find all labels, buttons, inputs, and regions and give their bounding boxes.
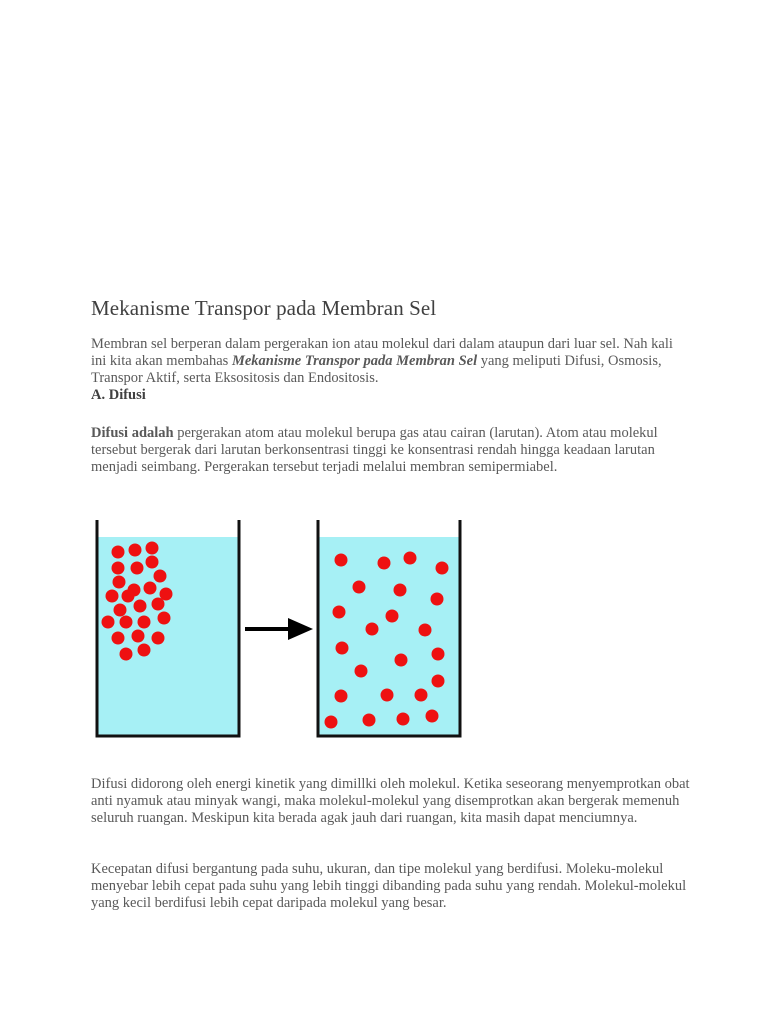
left-particle	[132, 630, 145, 643]
diffusion-diagram	[80, 510, 480, 745]
left-particle	[138, 616, 151, 629]
intro-paragraph	[91, 336, 691, 404]
left-particle	[112, 546, 125, 559]
left-particle	[158, 612, 171, 625]
right-particle	[363, 714, 376, 727]
left-particle	[112, 562, 125, 575]
right-particle	[395, 654, 408, 667]
left-particle	[152, 598, 165, 611]
definition-paragraph	[91, 425, 691, 476]
right-particle	[333, 606, 346, 619]
right-particle	[353, 581, 366, 594]
right-particle	[335, 554, 348, 567]
right-particle	[366, 623, 379, 636]
energy-paragraph: Difusi didorong oleh energi kinetik yang dimillki oleh molekul. Ketika seseorang menyemprotkan obat anti nyamuk atau minyak wangi, maka molekul-molekul yang disemprotkan akan bergerak memenuh seluruh ruangan. Meskipun kita berada agak jauh dari ruangan, kita masih dapat menciumnya.	[91, 776, 690, 826]
left-particle	[129, 544, 142, 557]
right-particle	[381, 689, 394, 702]
right-particle	[335, 690, 348, 703]
right-particle	[415, 689, 428, 702]
intro-text-2: yang meliputi Difusi, Osmosis, Transpor Aktif, serta Eksositosis dan Endositosis.	[91, 353, 662, 386]
right-particle	[386, 610, 399, 623]
right-particle	[426, 710, 439, 723]
definition-term: Difusi adalah	[91, 425, 174, 441]
right-particle	[397, 713, 410, 726]
left-particle	[113, 576, 126, 589]
left-particle	[138, 644, 151, 657]
left-particle	[106, 590, 119, 603]
intro-text-1: Membran sel berperan dalam pergerakan ion atau molekul dari dalam ataupun dari luar sel. Nah kali ini kita akan membahas	[91, 336, 673, 369]
left-particle	[114, 604, 127, 617]
left-particle	[134, 600, 147, 613]
left-particle	[154, 570, 167, 583]
right-particle	[432, 675, 445, 688]
right-particle	[325, 716, 338, 729]
definition-text: pergerakan atom atau molekul berupa gas atau cairan (larutan). Atom atau molekul tersebut bergerak dari larutan berkonsentrasi tinggi ke konsentrasi rendah hingga keadaan larutan menjadi seimbang. Pergerakan tersebut terjadi melalui membran semipermiabel.	[91, 425, 658, 475]
intro-emphasis: Mekanisme Transpor pada Membran Sel	[231, 353, 478, 369]
left-particle	[112, 632, 125, 645]
speed-paragraph: Kecepatan difusi bergantung pada suhu, ukuran, dan tipe molekul yang berdifusi. Moleku-molekul menyebar lebih cepat pada suhu yang lebih tinggi dibanding pada suhu yang rendah. Molekul-molekul yang kecil berdifusi lebih cepat daripada molekul yang besar.	[91, 861, 687, 911]
right-particle	[404, 552, 417, 565]
section-heading-difusi: A. Difusi	[91, 387, 146, 403]
left-particle	[120, 616, 133, 629]
left-particle	[146, 556, 159, 569]
left-particle	[122, 590, 135, 603]
left-particle	[120, 648, 133, 661]
right-particle	[378, 557, 391, 570]
left-particle	[146, 542, 159, 555]
left-particle	[152, 632, 165, 645]
left-particle	[131, 562, 144, 575]
right-particle	[336, 642, 349, 655]
left-particle	[144, 582, 157, 595]
right-particle	[355, 665, 368, 678]
page-title: Mekanisme Transpor pada Membran Sel	[91, 296, 437, 320]
right-particle	[394, 584, 407, 597]
right-particle	[419, 624, 432, 637]
left-particle	[102, 616, 115, 629]
arrow-icon	[245, 618, 313, 640]
right-particle	[436, 562, 449, 575]
right-particle	[432, 648, 445, 661]
right-particle	[431, 593, 444, 606]
